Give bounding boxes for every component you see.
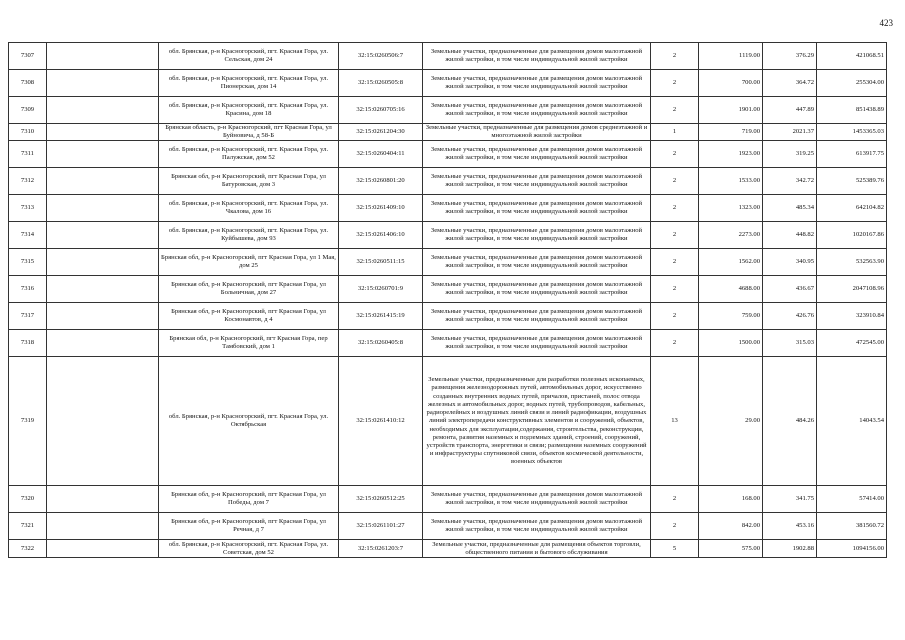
table-row: [9, 97, 887, 124]
land-use-cell: Земельные участки, предназначенные для размещения домов малоэтажной жилой застройки, в том числе индивидуальной жилой застройки: [423, 276, 651, 303]
cadastral-number-cell: 32:15:0261101:27: [339, 513, 423, 540]
rate-cell: 2021.37: [763, 124, 817, 141]
rate-cell: 342.72: [763, 168, 817, 195]
cadastral-number-cell: 32:15:0260701:9: [339, 276, 423, 303]
blank-cell: [47, 486, 159, 513]
cadastral-value-cell: 642104.82: [817, 195, 887, 222]
land-use-cell: Земельные участки, предназначенные для размещения домов малоэтажной жилой застройки, в том числе индивидуальной жилой застройки: [423, 168, 651, 195]
cadastral-number-cell: 32:15:0261204:30: [339, 124, 423, 141]
blank-cell: [47, 540, 159, 558]
area-cell: 1119.00: [699, 43, 763, 70]
land-use-cell: Земельные участки, предназначенные для размещения домов малоэтажной жилой застройки, в том числе индивидуальной жилой застройки: [423, 303, 651, 330]
page-number: 423: [879, 18, 893, 28]
rate-cell: 341.75: [763, 486, 817, 513]
cadastral-value-cell: 1094156.00: [817, 540, 887, 558]
cadastral-value-cell: 851438.89: [817, 97, 887, 124]
cadastral-value-cell: 421068.51: [817, 43, 887, 70]
area-cell: 1923.00: [699, 141, 763, 168]
address-cell: Брянская обл, р-н Красногорский, пгт Красная Гора, ул Победы, дом 7: [159, 486, 339, 513]
category-cell: 2: [651, 330, 699, 357]
address-cell: обл. Брянская, р-н Красногорский, пгт. Красная Гора, ул. Чкалова, дом 16: [159, 195, 339, 222]
cadastral-value-cell: 2047108.96: [817, 276, 887, 303]
land-use-cell: Земельные участки, предназначенные для размещения домов малоэтажной жилой застройки, в том числе индивидуальной жилой застройки: [423, 249, 651, 276]
area-cell: 575.00: [699, 540, 763, 558]
land-use-cell: Земельные участки, предназначенные для размещения домов малоэтажной жилой застройки, в том числе индивидуальной жилой застройки: [423, 513, 651, 540]
row-number-cell: 7317: [9, 303, 47, 330]
row-number-cell: 7319: [9, 357, 47, 486]
cadastral-value-cell: 57414.00: [817, 486, 887, 513]
blank-cell: [47, 303, 159, 330]
cadastral-number-cell: 32:15:0261409:10: [339, 195, 423, 222]
table-row: [9, 141, 887, 168]
area-cell: 2273.00: [699, 222, 763, 249]
address-cell: обл. Брянская, р-н Красногорский, пгт. Красная Гора, ул. Советская, дом 52: [159, 540, 339, 558]
table-row: [9, 70, 887, 97]
category-cell: 2: [651, 303, 699, 330]
table-row: [9, 330, 887, 357]
address-cell: обл. Брянская, р-н Красногорский, пгт. Красная Гора, ул. Сельская, дом 24: [159, 43, 339, 70]
category-cell: 2: [651, 141, 699, 168]
table-row: [9, 195, 887, 222]
area-cell: 29.00: [699, 357, 763, 486]
address-cell: обл. Брянская, р-н Красногорский, пгт. Красная Гора, ул. Октябрьская: [159, 357, 339, 486]
address-cell: Брянская обл, р-н Красногорский, пгт Красная Гора, ул Речная, д 7: [159, 513, 339, 540]
land-use-cell: Земельные участки, предназначенные для размещения домов среднеэтажной и многоэтажной жилой застройки: [423, 124, 651, 141]
row-number-cell: 7310: [9, 124, 47, 141]
cadastral-number-cell: 32:15:0261203:7: [339, 540, 423, 558]
cadastral-number-cell: 32:15:0260505:8: [339, 70, 423, 97]
cadastral-value-cell: 1453365.03: [817, 124, 887, 141]
area-cell: 1533.00: [699, 168, 763, 195]
blank-cell: [47, 97, 159, 124]
table-row: [9, 222, 887, 249]
blank-cell: [47, 222, 159, 249]
row-number-cell: 7311: [9, 141, 47, 168]
land-use-cell: Земельные участки, предназначенные для разработки полезных ископаемых, размещения железнодорожных путей, автомобильных дорог, искусственно созданных внутренних водных путей, причалов, пристаней, полос отвода железных и автомобильных дорог, водных путей, трубопроводов, кабельных, радиорелейных и воздушных линий связи и линий радиофикации, воздушных линий электропередачи конструктивных элементов и сооружений, объектов, необходимых для эксплуатации,содержания, строительства, реконструкции, ремонта, развития наземных и подземных зданий, строений, сооружений, устройств транспорта, энергетики и связи; размещения наземных сооружений и инфраструктуры спутниковой связи, объектов космической деятельности, военных объектов: [423, 357, 651, 486]
row-number-cell: 7315: [9, 249, 47, 276]
table-row: [9, 43, 887, 70]
rate-cell: 426.76: [763, 303, 817, 330]
rate-cell: 364.72: [763, 70, 817, 97]
land-use-cell: Земельные участки, предназначенные для размещения объектов торговли, общественного питания и бытового обслуживания: [423, 540, 651, 558]
cadastral-number-cell: 32:15:0260506:7: [339, 43, 423, 70]
rate-cell: 376.29: [763, 43, 817, 70]
address-cell: Брянская обл, р-н Красногорский, пгт Красная Гора, ул Больничная, дом 27: [159, 276, 339, 303]
address-cell: обл. Брянская, р-н Красногорский, пгт. Красная Гора, ул. Куйбышева, дом 93: [159, 222, 339, 249]
category-cell: 2: [651, 97, 699, 124]
cadastral-value-cell: 532563.90: [817, 249, 887, 276]
rate-cell: 485.34: [763, 195, 817, 222]
address-cell: обл. Брянская, р-н Красногорский, пгт. Красная Гора, ул. Палужская, дом 52: [159, 141, 339, 168]
blank-cell: [47, 249, 159, 276]
rate-cell: 315.03: [763, 330, 817, 357]
row-number-cell: 7314: [9, 222, 47, 249]
blank-cell: [47, 141, 159, 168]
land-use-cell: Земельные участки, предназначенные для размещения домов малоэтажной жилой застройки, в том числе индивидуальной жилой застройки: [423, 141, 651, 168]
rate-cell: 1902.88: [763, 540, 817, 558]
land-use-cell: Земельные участки, предназначенные для размещения домов малоэтажной жилой застройки, в том числе индивидуальной жилой застройки: [423, 222, 651, 249]
blank-cell: [47, 43, 159, 70]
area-cell: 759.00: [699, 303, 763, 330]
row-number-cell: 7318: [9, 330, 47, 357]
blank-cell: [47, 168, 159, 195]
area-cell: 1500.00: [699, 330, 763, 357]
cadastral-number-cell: 32:15:0260801:20: [339, 168, 423, 195]
address-cell: Брянская обл, р-н Красногорский, пгт Красная Гора, ул Батуровская, дом 3: [159, 168, 339, 195]
category-cell: 1: [651, 124, 699, 141]
cadastral-number-cell: 32:15:0261406:10: [339, 222, 423, 249]
cadastral-value-cell: 472545.00: [817, 330, 887, 357]
table-row: [9, 486, 887, 513]
address-cell: Брянская обл, р-н Красногорский, пгт Красная Гора, ул Космонавтов, д 4: [159, 303, 339, 330]
category-cell: 2: [651, 43, 699, 70]
address-cell: Брянская обл, р-н Красногорский, пгт Красная Гора, пер Тамбовский, дом 1: [159, 330, 339, 357]
land-use-cell: Земельные участки, предназначенные для размещения домов малоэтажной жилой застройки, в том числе индивидуальной жилой застройки: [423, 97, 651, 124]
row-number-cell: 7308: [9, 70, 47, 97]
table-row: [9, 276, 887, 303]
blank-cell: [47, 70, 159, 97]
area-cell: 1323.00: [699, 195, 763, 222]
area-cell: 168.00: [699, 486, 763, 513]
row-number-cell: 7307: [9, 43, 47, 70]
category-cell: 2: [651, 70, 699, 97]
address-cell: Брянская область, р-н Красногорский, пгт Красная Гора, ул Буйновича, д 58-Б: [159, 124, 339, 141]
cadastral-number-cell: 32:15:0260511:15: [339, 249, 423, 276]
cadastral-number-cell: 32:15:0260405:8: [339, 330, 423, 357]
address-cell: обл. Брянская, р-н Красногорский, пгт. Красная Гора, ул. Пионерская, дом 14: [159, 70, 339, 97]
table-row: [9, 124, 887, 141]
row-number-cell: 7309: [9, 97, 47, 124]
table-row: [9, 357, 887, 486]
rate-cell: 447.89: [763, 97, 817, 124]
rate-cell: 319.25: [763, 141, 817, 168]
cadastral-number-cell: 32:15:0261415:19: [339, 303, 423, 330]
area-cell: 1901.00: [699, 97, 763, 124]
table-row: [9, 303, 887, 330]
address-cell: Брянская обл, р-н Красногорский, пгт Красная Гора, ул 1 Мая, дом 25: [159, 249, 339, 276]
cadastral-value-cell: 381560.72: [817, 513, 887, 540]
blank-cell: [47, 330, 159, 357]
row-number-cell: 7322: [9, 540, 47, 558]
row-number-cell: 7321: [9, 513, 47, 540]
category-cell: 2: [651, 195, 699, 222]
rate-cell: 436.67: [763, 276, 817, 303]
cadastral-value-cell: 323910.84: [817, 303, 887, 330]
cadastral-value-cell: 1020167.86: [817, 222, 887, 249]
row-number-cell: 7316: [9, 276, 47, 303]
rate-cell: 484.26: [763, 357, 817, 486]
category-cell: 13: [651, 357, 699, 486]
address-cell: обл. Брянская, р-н Красногорский, пгт. Красная Гора, ул. Красина, дом 18: [159, 97, 339, 124]
cadastral-number-cell: 32:15:0261410:12: [339, 357, 423, 486]
land-use-cell: Земельные участки, предназначенные для размещения домов малоэтажной жилой застройки, в том числе индивидуальной жилой застройки: [423, 330, 651, 357]
area-cell: 1562.00: [699, 249, 763, 276]
area-cell: 4688.00: [699, 276, 763, 303]
table-row: [9, 168, 887, 195]
table-row: [9, 513, 887, 540]
cadastral-value-cell: 14043.54: [817, 357, 887, 486]
blank-cell: [47, 195, 159, 222]
rate-cell: 453.16: [763, 513, 817, 540]
area-cell: 842.00: [699, 513, 763, 540]
row-number-cell: 7320: [9, 486, 47, 513]
category-cell: 2: [651, 276, 699, 303]
category-cell: 2: [651, 249, 699, 276]
category-cell: 2: [651, 222, 699, 249]
cadastral-number-cell: 32:15:0260705:16: [339, 97, 423, 124]
category-cell: 5: [651, 540, 699, 558]
land-use-cell: Земельные участки, предназначенные для размещения домов малоэтажной жилой застройки, в том числе индивидуальной жилой застройки: [423, 43, 651, 70]
cadastral-value-cell: 255304.00: [817, 70, 887, 97]
row-number-cell: 7312: [9, 168, 47, 195]
land-use-cell: Земельные участки, предназначенные для размещения домов малоэтажной жилой застройки, в том числе индивидуальной жилой застройки: [423, 486, 651, 513]
blank-cell: [47, 276, 159, 303]
area-cell: 719.00: [699, 124, 763, 141]
rate-cell: 340.95: [763, 249, 817, 276]
land-use-cell: Земельные участки, предназначенные для размещения домов малоэтажной жилой застройки, в том числе индивидуальной жилой застройки: [423, 70, 651, 97]
row-number-cell: 7313: [9, 195, 47, 222]
blank-cell: [47, 124, 159, 141]
cadastral-value-cell: 613917.75: [817, 141, 887, 168]
rate-cell: 448.82: [763, 222, 817, 249]
area-cell: 700.00: [699, 70, 763, 97]
cadastral-number-cell: 32:15:0260512:25: [339, 486, 423, 513]
blank-cell: [47, 357, 159, 486]
category-cell: 2: [651, 486, 699, 513]
category-cell: 2: [651, 513, 699, 540]
category-cell: 2: [651, 168, 699, 195]
cadastral-number-cell: 32:15:0260404:11: [339, 141, 423, 168]
blank-cell: [47, 513, 159, 540]
cadastral-value-cell: 525389.76: [817, 168, 887, 195]
table-row: [9, 249, 887, 276]
cadastral-value-table: [8, 42, 887, 558]
table-row: [9, 540, 887, 558]
land-use-cell: Земельные участки, предназначенные для размещения домов малоэтажной жилой застройки, в том числе индивидуальной жилой застройки: [423, 195, 651, 222]
